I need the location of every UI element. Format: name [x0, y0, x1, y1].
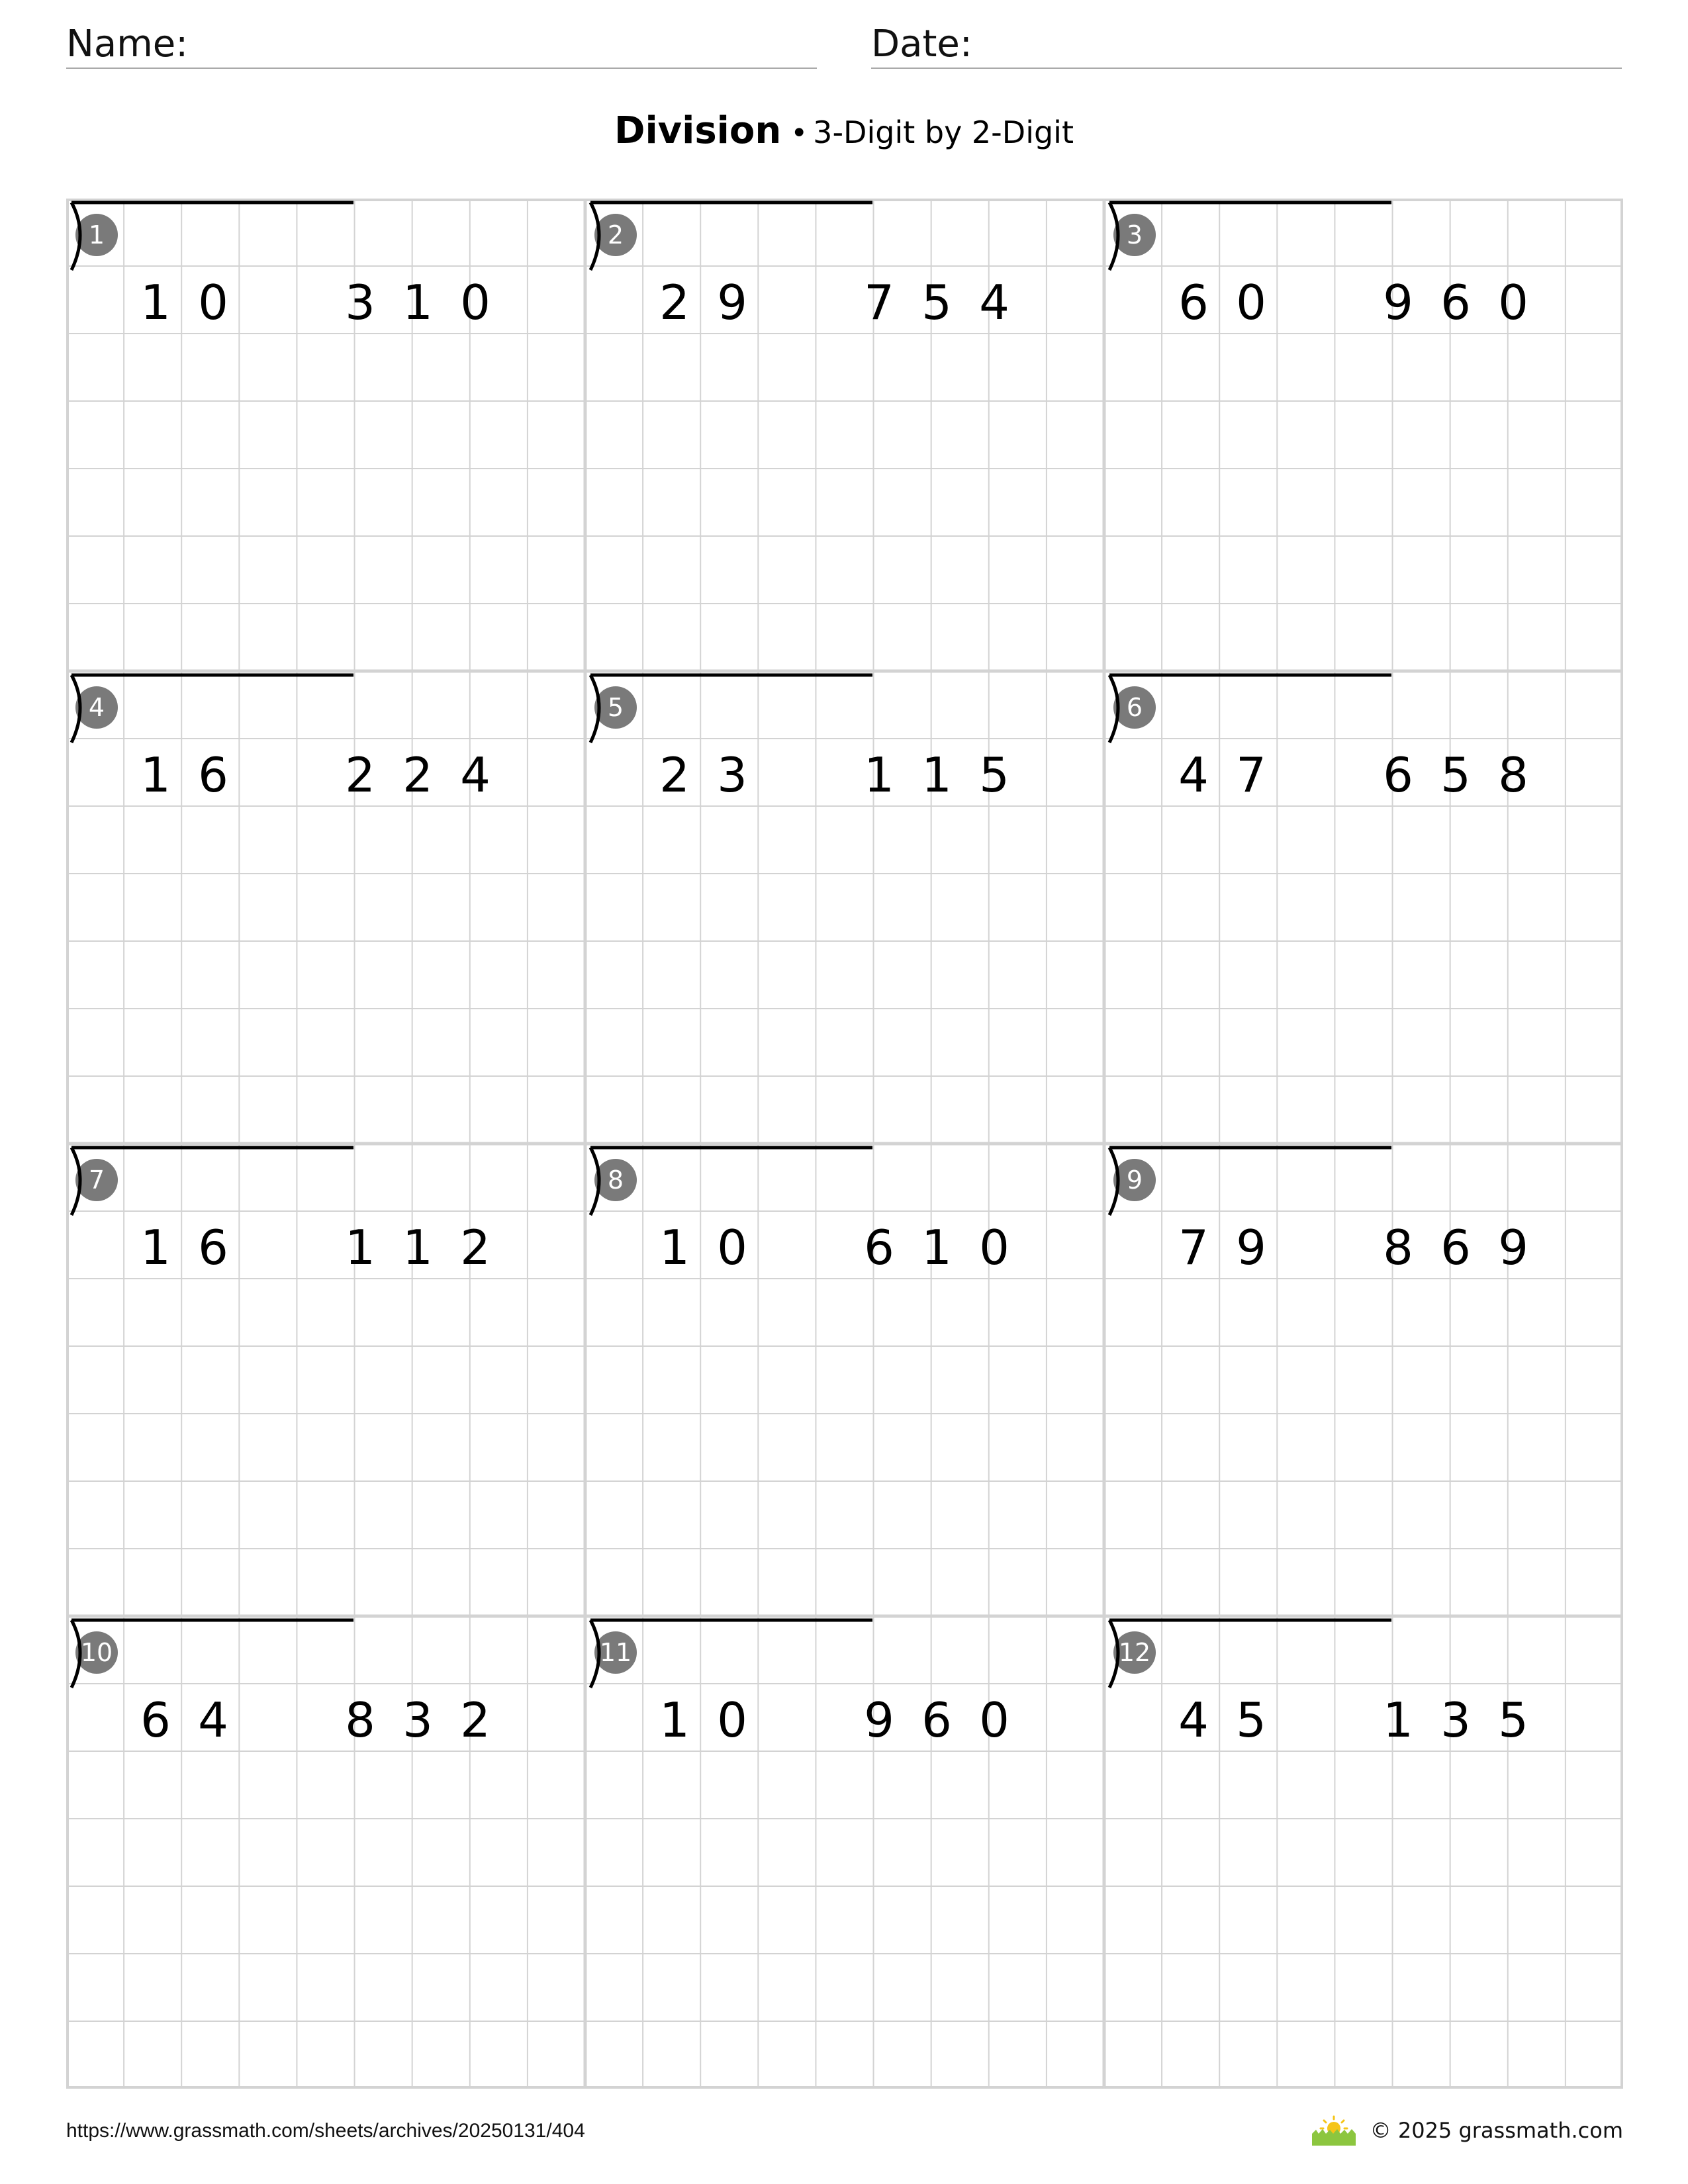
divisor-digit: 9: [717, 275, 747, 330]
name-field[interactable]: [66, 20, 817, 69]
division-bracket: [1104, 1144, 1393, 1218]
divisor-digit: 2: [659, 275, 690, 330]
problem-12: [1107, 1619, 1626, 2091]
dividend-digit: 7: [864, 275, 894, 330]
problem-number-badge: 9: [1113, 1159, 1156, 1201]
problem-number-badge: 3: [1113, 214, 1156, 256]
problem-number-badge: 11: [594, 1631, 637, 1674]
divisor-digit: 7: [1178, 1220, 1209, 1275]
divisor-digit: 9: [1236, 1220, 1266, 1275]
dividend-digit: 2: [460, 1220, 491, 1275]
dividend-digit: 9: [864, 1692, 894, 1748]
dividend-digit: 5: [1498, 1692, 1528, 1748]
dividend-digit: 5: [979, 747, 1009, 803]
divisor-digit: 1: [659, 1220, 690, 1275]
problem-1: [69, 201, 588, 674]
footer-copyright: © 2025 grassmath.com: [1370, 2118, 1623, 2143]
divisor-digit: 4: [198, 1692, 228, 1748]
problem-number-badge: 12: [1113, 1631, 1156, 1674]
worksheet-title: [0, 99, 1688, 171]
title-subtitle: 3-Digit by 2-Digit: [813, 114, 1074, 150]
problem-4: [69, 674, 588, 1146]
dividend-digit: 2: [402, 747, 433, 803]
problem-number-badge: 4: [75, 686, 118, 729]
problem-7: [69, 1146, 588, 1619]
worksheet-grid: [66, 199, 1623, 2089]
dividend-digit: 8: [1383, 1220, 1413, 1275]
division-bracket: [66, 1144, 355, 1218]
dividend-digit: 1: [1383, 1692, 1413, 1748]
date-field[interactable]: [871, 20, 1622, 69]
divisor-digit: 6: [1178, 275, 1209, 330]
dividend-digit: 5: [1440, 747, 1471, 803]
dividend-digit: 3: [345, 275, 375, 330]
divisor-digit: 4: [1178, 1692, 1209, 1748]
divisor-digit: 1: [140, 1220, 171, 1275]
problem-6: [1107, 674, 1626, 1146]
division-bracket: [585, 1144, 874, 1218]
dividend-digit: 4: [979, 275, 1009, 330]
dividend-digit: 1: [864, 747, 894, 803]
divisor-digit: 1: [140, 747, 171, 803]
problem-9: [1107, 1146, 1626, 1619]
problem-number-badge: 2: [594, 214, 637, 256]
dividend-digit: 6: [1383, 747, 1413, 803]
dividend-digit: 1: [402, 1220, 433, 1275]
problem-number-badge: 5: [594, 686, 637, 729]
division-bracket: [585, 199, 874, 273]
footer-url: https://www.grassmath.com/sheets/archives/20250131/404: [66, 2120, 585, 2142]
division-bracket: [585, 1616, 874, 1690]
dividend-digit: 9: [1498, 1220, 1528, 1275]
problem-number-badge: 6: [1113, 686, 1156, 729]
title-main: Division: [614, 109, 782, 152]
dividend-digit: 5: [921, 275, 952, 330]
division-bracket: [66, 671, 355, 745]
problem-10: [69, 1619, 588, 2091]
divisor-digit: 6: [140, 1692, 171, 1748]
division-bracket: [1104, 671, 1393, 745]
title-separator: •: [790, 116, 808, 150]
problem-number-badge: 7: [75, 1159, 118, 1201]
problem-number-badge: 8: [594, 1159, 637, 1201]
dividend-digit: 1: [921, 747, 952, 803]
problem-5: [588, 674, 1107, 1146]
problem-11: [588, 1619, 1107, 2091]
dividend-digit: 0: [460, 275, 491, 330]
dividend-digit: 2: [460, 1692, 491, 1748]
dividend-digit: 1: [921, 1220, 952, 1275]
divisor-digit: 5: [1236, 1692, 1266, 1748]
dividend-digit: 6: [1440, 275, 1471, 330]
footer-branding: [1309, 2114, 1623, 2147]
division-bracket: [66, 199, 355, 273]
divisor-digit: 6: [198, 747, 228, 803]
division-bracket: [1104, 1616, 1393, 1690]
problem-2: [588, 201, 1107, 674]
date-label: Date:: [871, 23, 972, 66]
dividend-digit: 0: [979, 1220, 1009, 1275]
dividend-digit: 0: [979, 1692, 1009, 1748]
dividend-digit: 4: [460, 747, 491, 803]
dividend-digit: 3: [1440, 1692, 1471, 1748]
problem-number-badge: 10: [75, 1631, 118, 1674]
divisor-digit: 4: [1178, 747, 1209, 803]
division-bracket: [585, 671, 874, 745]
dividend-digit: 6: [864, 1220, 894, 1275]
divisor-digit: 3: [717, 747, 747, 803]
dividend-digit: 8: [1498, 747, 1528, 803]
dividend-digit: 0: [1498, 275, 1528, 330]
division-bracket: [66, 1616, 355, 1690]
divisor-digit: 0: [717, 1220, 747, 1275]
divisor-digit: 0: [717, 1692, 747, 1748]
divisor-digit: 0: [1236, 275, 1266, 330]
dividend-digit: 1: [402, 275, 433, 330]
divisor-digit: 0: [198, 275, 228, 330]
dividend-digit: 2: [345, 747, 375, 803]
problem-8: [588, 1146, 1107, 1619]
division-bracket: [1104, 199, 1393, 273]
dividend-digit: 6: [921, 1692, 952, 1748]
name-label: Name:: [66, 23, 189, 66]
problem-3: [1107, 201, 1626, 674]
divisor-digit: 1: [140, 275, 171, 330]
grass-sun-logo-icon: [1309, 2114, 1358, 2147]
dividend-digit: 1: [345, 1220, 375, 1275]
dividend-digit: 9: [1383, 275, 1413, 330]
divisor-digit: 1: [659, 1692, 690, 1748]
divisor-digit: 7: [1236, 747, 1266, 803]
dividend-digit: 8: [345, 1692, 375, 1748]
dividend-digit: 3: [402, 1692, 433, 1748]
dividend-digit: 6: [1440, 1220, 1471, 1275]
divisor-digit: 2: [659, 747, 690, 803]
divisor-digit: 6: [198, 1220, 228, 1275]
problem-number-badge: 1: [75, 214, 118, 256]
